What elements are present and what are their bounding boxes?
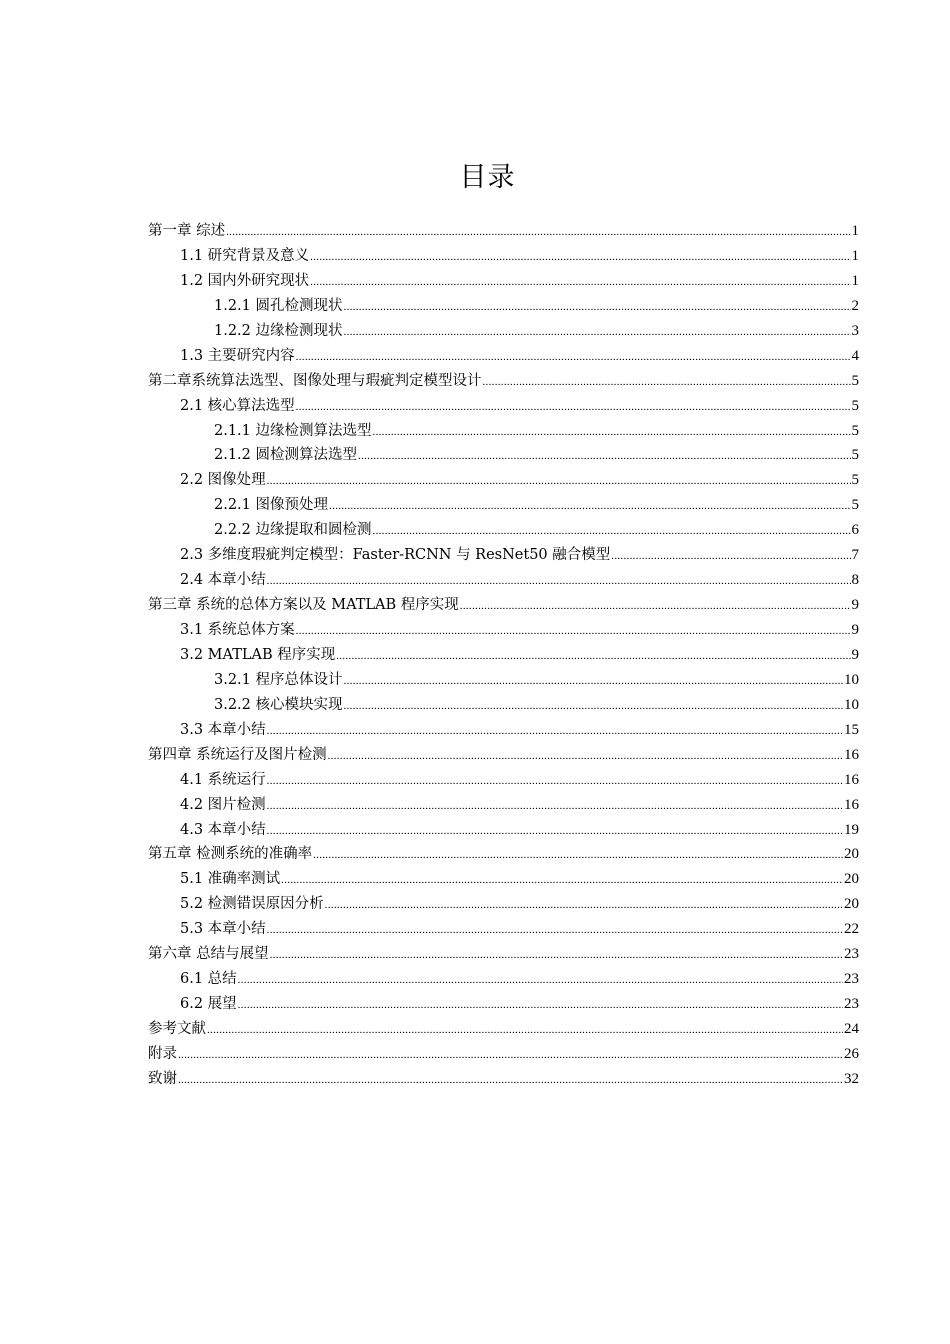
toc-dot-leader: [310, 270, 850, 295]
toc-entry-page-number: 4: [851, 347, 859, 364]
toc-dot-leader: [310, 245, 850, 270]
page-title: 目录: [459, 162, 516, 193]
toc-entry[interactable]: [148, 244, 859, 269]
toc-entry[interactable]: [148, 992, 859, 1017]
toc-entry[interactable]: [148, 219, 859, 244]
toc-dot-leader: [611, 544, 850, 569]
toc-entry-page-number: 5: [851, 372, 859, 389]
toc-entry[interactable]: [148, 917, 859, 942]
toc-dot-leader: [344, 295, 851, 320]
toc-entry-label: 2.3 多维度瑕疵判定模型：Faster-RCNN 与 ResNet50 融合模型: [180, 547, 611, 564]
toc-entry[interactable]: [148, 618, 859, 643]
toc-entry[interactable]: [148, 294, 859, 319]
toc-dot-leader: [329, 494, 850, 519]
toc-entry-page-number: 5: [851, 447, 859, 464]
toc-entry-page-number: 1: [851, 223, 859, 239]
toc-dot-leader: [460, 594, 851, 619]
toc-entry-page-number: 20: [844, 896, 859, 913]
toc-entry-label: 2.1.1 边缘检测算法选型: [214, 422, 372, 439]
toc-dot-leader: [313, 843, 843, 868]
toc-dot-leader: [270, 943, 843, 968]
toc-entry-label: 4.1 系统运行: [180, 771, 266, 788]
toc-dot-leader: [296, 619, 851, 644]
toc-dot-leader: [267, 569, 851, 594]
toc-entry[interactable]: [148, 793, 859, 818]
toc-entry-page-number: 1: [851, 272, 859, 289]
toc-entry-label: 2.2.1 图像预处理: [214, 497, 329, 514]
toc-dot-leader: [373, 519, 851, 544]
toc-entry[interactable]: [148, 369, 859, 394]
toc-dot-leader: [267, 794, 843, 819]
toc-entry[interactable]: [148, 1017, 859, 1042]
toc-entry-label: 2.2 图像处理: [180, 472, 266, 489]
toc-entry-label: 3.2 MATLAB 程序实现: [180, 646, 336, 663]
toc-entry-page-number: 7: [851, 547, 859, 564]
toc-entry-label: 1.2 国内外研究现状: [180, 272, 310, 289]
toc-entry-page-number: 16: [844, 746, 859, 763]
toc-entry-page-number: 9: [851, 646, 859, 663]
toc-entry[interactable]: [148, 743, 859, 768]
toc-entry-label: 第六章 总结与展望: [148, 946, 269, 963]
toc-entry-page-number: 23: [844, 971, 859, 988]
toc-dot-leader: [483, 370, 851, 395]
toc-entry-label: 1.2.1 圆孔检测现状: [214, 297, 343, 314]
toc-entry-page-number: 3: [851, 322, 859, 339]
toc-dot-leader: [267, 719, 843, 744]
toc-dot-leader: [178, 1068, 843, 1093]
toc-entry-label: 2.4 本章小结: [180, 572, 266, 589]
toc-entry-page-number: 2: [851, 297, 859, 314]
toc-entry[interactable]: [148, 967, 859, 992]
toc-entry-label: 4.2 图片检测: [180, 796, 266, 813]
toc-dot-leader: [344, 320, 851, 345]
toc-entry-label: 致谢: [148, 1070, 177, 1087]
toc-entry[interactable]: [148, 269, 859, 294]
toc-entry[interactable]: [148, 867, 859, 892]
toc-entry-page-number: 15: [844, 721, 859, 738]
toc-entry-label: 3.2.1 程序总体设计: [214, 671, 343, 688]
toc-entry[interactable]: [148, 693, 859, 718]
toc-dot-leader: [267, 819, 843, 844]
toc-entry[interactable]: [148, 643, 859, 668]
toc-entry-label: 4.3 本章小结: [180, 821, 266, 838]
toc-entry[interactable]: [148, 842, 859, 867]
toc-entry-label: 1.3 主要研究内容: [180, 347, 295, 364]
toc-entry-page-number: 32: [844, 1070, 859, 1087]
toc-entry[interactable]: [148, 419, 859, 444]
table-of-contents: [148, 219, 859, 1092]
toc-entry-label: 附录: [148, 1045, 177, 1062]
toc-entry-label: 2.1.2 圆检测算法选型: [214, 447, 358, 464]
toc-dot-leader: [328, 744, 843, 769]
toc-entry-page-number: 19: [844, 821, 859, 838]
toc-entry-page-number: 5: [851, 472, 859, 489]
toc-entry-page-number: 26: [844, 1045, 859, 1062]
toc-dot-leader: [207, 1018, 843, 1043]
toc-entry[interactable]: [148, 543, 859, 568]
toc-entry-page-number: 5: [851, 397, 859, 414]
toc-entry[interactable]: [148, 1042, 859, 1067]
toc-dot-leader: [296, 395, 851, 420]
toc-dot-leader: [267, 918, 843, 943]
toc-entry[interactable]: [148, 1067, 859, 1092]
toc-entry-page-number: 6: [851, 522, 859, 539]
toc-entry-label: 2.2.2 边缘提取和圆检测: [214, 522, 372, 539]
toc-entry-page-number: 16: [844, 771, 859, 788]
toc-entry[interactable]: [148, 668, 859, 693]
toc-entry[interactable]: [148, 818, 859, 843]
toc-dot-leader: [267, 769, 843, 794]
toc-entry-label: 第三章 系统的总体方案以及 MATLAB 程序实现: [148, 597, 459, 614]
toc-entry-page-number: 16: [844, 796, 859, 813]
toc-dot-leader: [281, 868, 843, 893]
toc-dot-leader: [178, 1043, 843, 1068]
toc-dot-leader: [336, 644, 850, 669]
toc-entry-label: 5.3 本章小结: [180, 921, 266, 938]
toc-entry-page-number: 5: [851, 422, 859, 439]
toc-entry-label: 2.1 核心算法选型: [180, 397, 295, 414]
toc-entry[interactable]: [148, 443, 859, 468]
toc-entry-page-number: 1: [851, 247, 859, 264]
toc-entry-page-number: 9: [851, 597, 859, 614]
toc-entry[interactable]: [148, 319, 859, 344]
toc-entry[interactable]: [148, 892, 859, 917]
toc-dot-leader: [226, 220, 850, 245]
toc-dot-leader: [358, 444, 850, 469]
toc-entry[interactable]: [148, 768, 859, 793]
toc-entry[interactable]: [148, 568, 859, 593]
toc-entry-label: 5.2 检测错误原因分析: [180, 896, 324, 913]
toc-entry[interactable]: [148, 942, 859, 967]
toc-entry-page-number: 20: [844, 871, 859, 888]
toc-entry-label: 1.1 研究背景及意义: [180, 247, 310, 264]
toc-entry[interactable]: [148, 718, 859, 743]
toc-entry[interactable]: [148, 394, 859, 419]
toc-entry-page-number: 20: [844, 846, 859, 863]
toc-dot-leader: [373, 420, 851, 445]
toc-entry-page-number: 8: [851, 572, 859, 589]
toc-entry-label: 3.2.2 核心模块实现: [214, 696, 343, 713]
toc-entry-page-number: 24: [844, 1021, 859, 1037]
toc-entry-label: 参考文献: [148, 1021, 206, 1037]
toc-entry-label: 第二章系统算法选型、图像处理与瑕疵判定模型设计: [148, 372, 482, 389]
toc-entry-label: 5.1 准确率测试: [180, 871, 281, 888]
toc-dot-leader: [267, 469, 851, 494]
toc-entry[interactable]: [148, 593, 859, 618]
toc-entry-label: 第一章 综述: [148, 223, 226, 239]
toc-dot-leader: [325, 893, 843, 918]
toc-dot-leader: [296, 345, 851, 370]
toc-entry-label: 3.3 本章小结: [180, 721, 266, 738]
toc-entry-label: 3.1 系统总体方案: [180, 622, 295, 638]
toc-entry[interactable]: [148, 518, 859, 543]
toc-entry-page-number: 5: [851, 497, 859, 514]
toc-dot-leader: [344, 694, 843, 719]
toc-entry[interactable]: [148, 468, 859, 493]
toc-dot-leader: [238, 968, 843, 993]
toc-entry-page-number: 9: [851, 622, 859, 638]
toc-entry-page-number: 10: [844, 671, 859, 688]
toc-entry-page-number: 23: [844, 946, 859, 963]
toc-entry-label: 第四章 系统运行及图片检测: [148, 746, 327, 763]
toc-dot-leader: [344, 669, 843, 694]
toc-entry-page-number: 22: [844, 921, 859, 938]
toc-dot-leader: [238, 993, 843, 1018]
toc-entry-page-number: 23: [844, 996, 859, 1013]
toc-entry-label: 6.2 展望: [180, 996, 237, 1013]
toc-entry-label: 第五章 检测系统的准确率: [148, 846, 313, 863]
toc-entry-label: 6.1 总结: [180, 971, 237, 988]
toc-entry[interactable]: [148, 493, 859, 518]
toc-entry[interactable]: [148, 344, 859, 369]
toc-entry-page-number: 10: [844, 696, 859, 713]
toc-entry-label: 1.2.2 边缘检测现状: [214, 322, 343, 339]
